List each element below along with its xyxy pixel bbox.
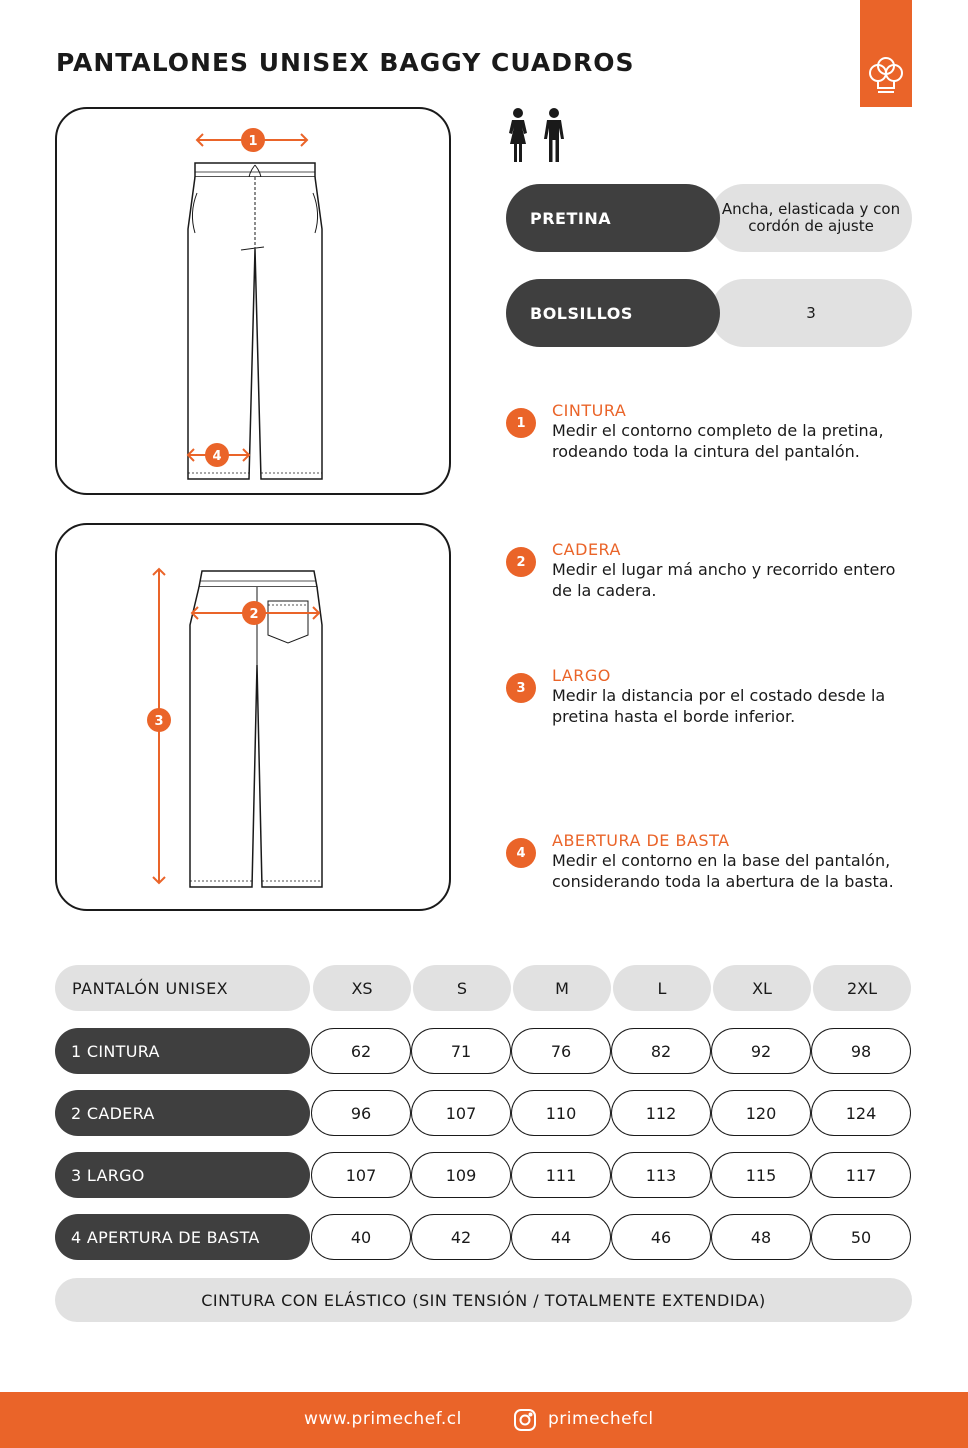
row-label: 2 CADERA [55, 1090, 310, 1136]
website-link[interactable]: www.primechef.cl [304, 1409, 462, 1429]
table-row [55, 1090, 912, 1136]
table-cell: 62 [311, 1028, 411, 1074]
man-icon [544, 108, 564, 162]
table-cell: 115 [711, 1152, 811, 1198]
chef-hat-logo-icon [868, 56, 904, 96]
attribute-bolsillos [506, 279, 912, 347]
instruction-text: Medir el contorno en la base del pantalón, considerando toda la abertura de la basta. [552, 851, 894, 891]
marker-4: 4 [212, 449, 222, 464]
attribute-label: BOLSILLOS [506, 279, 720, 347]
attribute-pretina [506, 184, 912, 252]
table-cell: 111 [511, 1152, 611, 1198]
instruction-text: Medir la distancia por el costado desde la pretina hasta el borde inferior. [552, 686, 886, 726]
table-cell: 112 [611, 1090, 711, 1136]
marker-3: 3 [154, 714, 164, 729]
table-cell: 120 [711, 1090, 811, 1136]
size-s: S [413, 965, 511, 1011]
instruction-title: CINTURA [552, 401, 627, 420]
table-cell: 107 [311, 1152, 411, 1198]
table-cell: 92 [711, 1028, 811, 1074]
pants-back-diagram [57, 525, 453, 913]
table-cell: 76 [511, 1028, 611, 1074]
marker-2: 2 [249, 607, 259, 622]
attribute-value: Ancha, elasticada y con cordón de ajuste [710, 184, 912, 252]
table-cell: 98 [811, 1028, 911, 1074]
attribute-label: PRETINA [506, 184, 720, 252]
front-view-panel [55, 107, 451, 495]
instruction-badge: 4 [506, 838, 536, 868]
table-cell: 48 [711, 1214, 811, 1260]
instagram-icon[interactable] [513, 1408, 537, 1432]
table-cell: 40 [311, 1214, 411, 1260]
table-cell: 46 [611, 1214, 711, 1260]
table-cell: 50 [811, 1214, 911, 1260]
size-l: L [613, 965, 711, 1011]
brand-logo [860, 0, 912, 107]
pants-front-diagram [57, 109, 453, 497]
size-table-header [55, 965, 912, 1011]
instruction-badge: 3 [506, 673, 536, 703]
instruction-title: LARGO [552, 666, 611, 685]
table-row [55, 1152, 912, 1198]
table-cell: 42 [411, 1214, 511, 1260]
attribute-value: 3 [710, 279, 912, 347]
table-cell: 113 [611, 1152, 711, 1198]
instruction-title: CADERA [552, 540, 621, 559]
table-cell: 124 [811, 1090, 911, 1136]
table-cell: 71 [411, 1028, 511, 1074]
row-label: 1 CINTURA [55, 1028, 310, 1074]
woman-icon [509, 108, 527, 162]
size-xl: XL [713, 965, 811, 1011]
elastic-waist-note: CINTURA CON ELÁSTICO (SIN TENSIÓN / TOTALMENTE EXTENDIDA) [55, 1278, 912, 1322]
instruction-text: Medir el contorno completo de la pretina, rodeando toda la cintura del pantalón. [552, 421, 884, 461]
table-cell: 82 [611, 1028, 711, 1074]
row-label: 3 LARGO [55, 1152, 310, 1198]
size-2xl: 2XL [813, 965, 911, 1011]
row-label: 4 APERTURA DE BASTA [55, 1214, 310, 1260]
instagram-handle[interactable]: primechefcl [548, 1409, 654, 1429]
size-m: M [513, 965, 611, 1011]
table-row [55, 1028, 912, 1074]
marker-1: 1 [248, 134, 258, 149]
size-xs: XS [313, 965, 411, 1011]
unisex-icons [504, 107, 572, 169]
page-title: PANTALONES UNISEX BAGGY CUADROS [56, 48, 635, 77]
table-cell: 109 [411, 1152, 511, 1198]
table-cell: 44 [511, 1214, 611, 1260]
table-cell: 107 [411, 1090, 511, 1136]
instruction-badge: 2 [506, 547, 536, 577]
footer [0, 1392, 968, 1448]
table-row [55, 1214, 912, 1260]
table-header-label: PANTALÓN UNISEX [55, 965, 310, 1011]
instruction-text: Medir el lugar má ancho y recorrido entero de la cadera. [552, 560, 896, 600]
table-cell: 117 [811, 1152, 911, 1198]
instruction-badge: 1 [506, 408, 536, 438]
table-cell: 110 [511, 1090, 611, 1136]
back-view-panel [55, 523, 451, 911]
instruction-title: ABERTURA DE BASTA [552, 831, 730, 850]
table-cell: 96 [311, 1090, 411, 1136]
